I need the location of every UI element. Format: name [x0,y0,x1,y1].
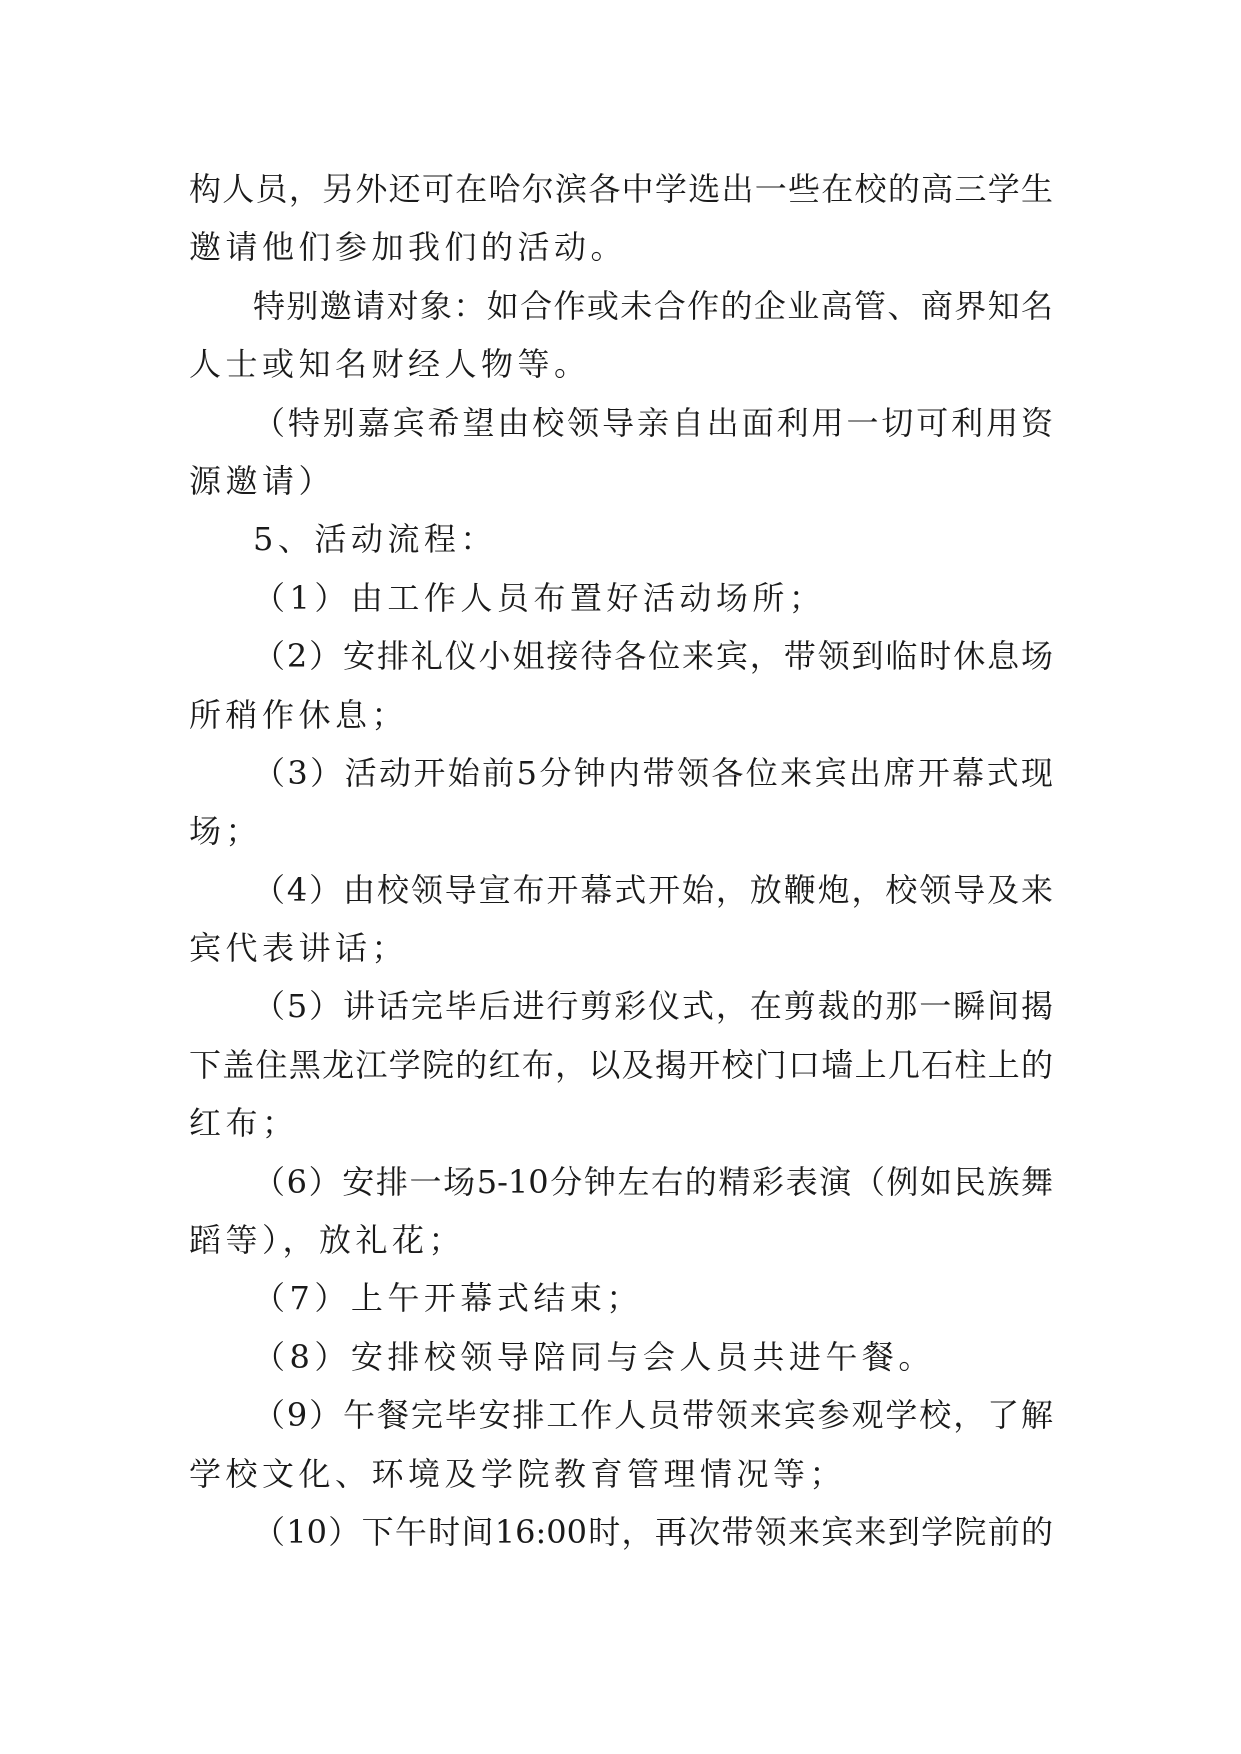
text-line: （特别嘉宾希望由校领导亲自出面利用一切可利用资 [253,403,1053,442]
text-line: （8）安排校领导陪同与会人员共进午餐。 [253,1337,935,1376]
text-line: （10）下午时间16:00时，再次带领来宾来到学院前的 [253,1512,1053,1551]
text-line: （2）安排礼仪小姐接待各位来宾，带领到临时休息场 [253,637,1053,676]
text-line: 特别邀请对象：如合作或未合作的企业高管、商界知名 [253,286,1053,325]
text-line: （5）讲话完毕后进行剪彩仪式，在剪裁的那一瞬间揭 [253,987,1053,1026]
text-line: 人士或知名财经人物等。 [189,345,591,384]
text-line: 红布； [189,1104,299,1143]
document-body [189,160,1053,1561]
text-line: （1）由工作人员布置好活动场所； [253,578,826,617]
text-line: （3）活动开始前5分钟内带领各位来宾出席开幕式现 [253,753,1053,792]
text-line: 下盖住黑龙江学院的红布，以及揭开校门口墙上几石柱上的 [189,1045,1053,1084]
text-line: 源邀请） [189,461,336,500]
text-line: 宾代表讲话； [189,929,409,968]
text-line: （6）安排一场5-10分钟左右的精彩表演（例如民族舞 [253,1162,1053,1201]
section-heading: 5、活动流程： [253,520,497,559]
text-line: （4）由校领导宣布开幕式开始，放鞭炮，校领导及来 [253,870,1053,909]
text-line: （7）上午开幕式结束； [253,1279,643,1318]
text-line: （9）午餐完毕安排工作人员带领来宾参观学校，了解 [253,1396,1053,1435]
text-line: 邀请他们参加我们的活动。 [189,228,628,267]
text-line: 蹈等），放礼花； [189,1221,466,1260]
text-line: 场； [189,812,263,851]
text-line: 所稍作休息； [189,695,409,734]
text-line: 学校文化、环境及学院教育管理情况等； [189,1454,847,1493]
text-line: 构人员，另外还可在哈尔滨各中学选出一些在校的高三学生 [189,170,1053,208]
